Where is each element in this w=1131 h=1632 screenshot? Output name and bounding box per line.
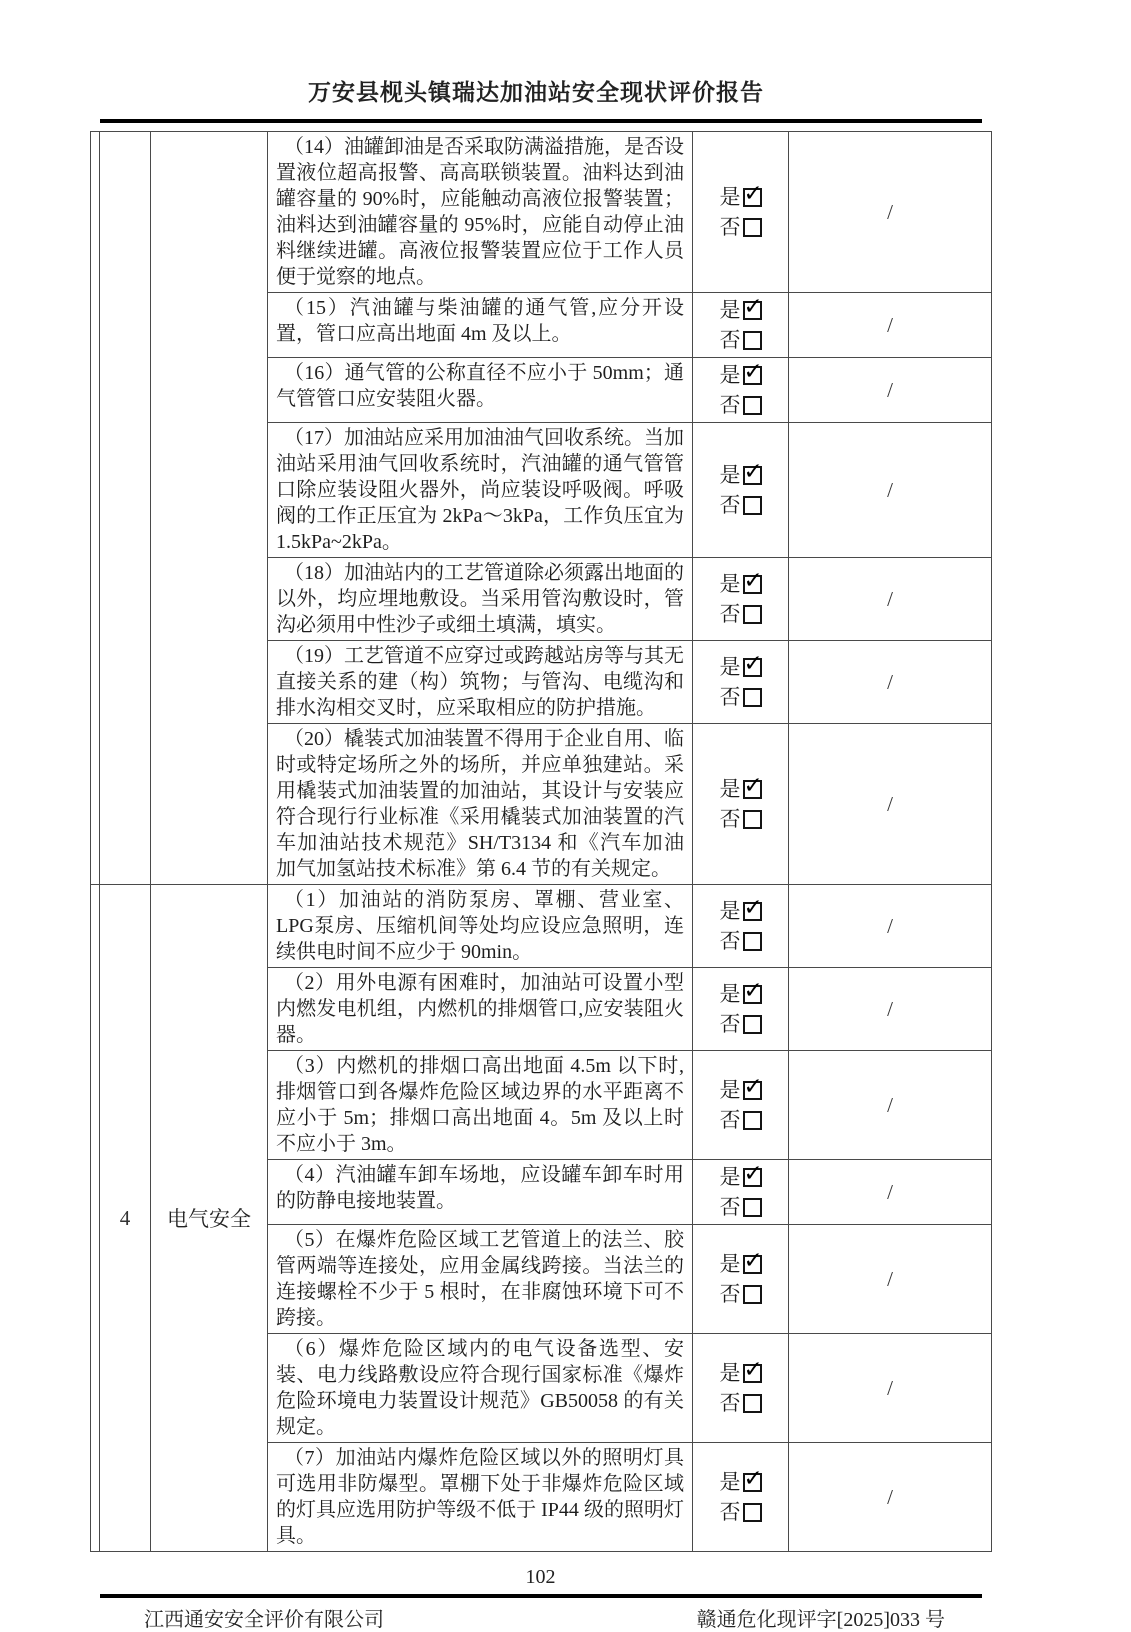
yes-label: 是 — [719, 298, 741, 322]
yes-label: 是 — [719, 1252, 741, 1276]
remark-cell: / — [789, 724, 992, 885]
yes-label: 是 — [719, 777, 741, 801]
remark-cell: / — [789, 1334, 992, 1443]
result-cell — [693, 1443, 789, 1552]
yes-label: 是 — [719, 982, 741, 1006]
requirement-text-cell: （1）加油站的消防泵房、罩棚、营业室、LPG泵房、压缩机间等处均应设应急照明，连续供电时间不应少于 90min。 — [268, 885, 693, 968]
no-label: 否 — [719, 807, 741, 831]
section-seq-cell: 4 — [100, 885, 151, 1552]
no-checkbox[interactable] — [743, 810, 762, 829]
no-label: 否 — [719, 1012, 741, 1036]
yes-option — [693, 569, 788, 599]
section-spacer-cell — [91, 885, 100, 1552]
yes-checkbox[interactable] — [743, 466, 762, 485]
section-category-cell: 电气安全 — [151, 885, 268, 1552]
yes-option — [693, 896, 788, 926]
no-checkbox[interactable] — [743, 1285, 762, 1304]
yes-checkbox[interactable] — [743, 902, 762, 921]
yes-checkbox[interactable] — [743, 658, 762, 677]
yes-checkbox[interactable] — [743, 301, 762, 320]
remark-cell: / — [789, 1443, 992, 1552]
no-label: 否 — [719, 685, 741, 709]
requirement-text-cell: （18）加油站内的工艺管道除必须露出地面的以外，均应埋地敷设。当采用管沟敷设时，管沟必须用中性沙子或细土填满，填实。 — [268, 558, 693, 641]
page-number: 102 — [525, 1566, 556, 1588]
requirement-text-cell: （17）加油站应采用加油油气回收系统。当加油站采用油气回收系统时，汽油罐的通气管管口除应装设阻火器外，尚应装设呼吸阀。呼吸阀的工作正压宜为 2kPa～3kPa，工作负压宜为 1.5kPa~2kPa。 — [268, 423, 693, 558]
no-option — [693, 1192, 788, 1222]
yes-checkbox[interactable] — [743, 780, 762, 799]
requirement-text-cell: （4）汽油罐车卸车场地，应设罐车卸车时用的防静电接地装置。 — [268, 1160, 693, 1225]
yes-label: 是 — [719, 655, 741, 679]
no-label: 否 — [719, 328, 741, 352]
yes-label: 是 — [719, 1078, 741, 1102]
no-option — [693, 1279, 788, 1309]
no-option — [693, 490, 788, 520]
remark-cell: / — [789, 885, 992, 968]
no-option — [693, 926, 788, 956]
no-label: 否 — [719, 1108, 741, 1132]
yes-option — [693, 460, 788, 490]
yes-checkbox[interactable] — [743, 1081, 762, 1100]
remark-cell: / — [789, 641, 992, 724]
remark-cell: / — [789, 358, 992, 423]
section-seq-cell — [100, 132, 151, 885]
result-cell — [693, 132, 789, 293]
remark-cell: / — [789, 1160, 992, 1225]
result-cell — [693, 1334, 789, 1443]
table-row — [91, 885, 992, 968]
yes-option — [693, 774, 788, 804]
yes-label: 是 — [719, 1165, 741, 1189]
no-option — [693, 325, 788, 355]
no-checkbox[interactable] — [743, 218, 762, 237]
page-footer — [90, 1598, 991, 1632]
safety-checklist-table — [90, 131, 992, 1552]
no-checkbox[interactable] — [743, 1111, 762, 1130]
footer-doc-number: 赣通危化现评字[2025]033 号 — [696, 1609, 945, 1631]
yes-label: 是 — [719, 899, 741, 923]
yes-option — [693, 1075, 788, 1105]
no-label: 否 — [719, 393, 741, 417]
section-category-cell — [151, 132, 268, 885]
no-checkbox[interactable] — [743, 1015, 762, 1034]
yes-checkbox[interactable] — [743, 575, 762, 594]
yes-option — [693, 979, 788, 1009]
yes-label: 是 — [719, 1361, 741, 1385]
result-cell — [693, 885, 789, 968]
no-checkbox[interactable] — [743, 1394, 762, 1413]
yes-checkbox[interactable] — [743, 188, 762, 207]
result-cell — [693, 423, 789, 558]
yes-option — [693, 182, 788, 212]
no-option — [693, 390, 788, 420]
result-cell — [693, 358, 789, 423]
no-option — [693, 1105, 788, 1135]
section-spacer-cell — [91, 132, 100, 885]
yes-option — [693, 652, 788, 682]
no-checkbox[interactable] — [743, 605, 762, 624]
yes-checkbox[interactable] — [743, 1168, 762, 1187]
result-cell — [693, 968, 789, 1051]
yes-checkbox[interactable] — [743, 1255, 762, 1274]
header-rule — [100, 119, 982, 123]
no-label: 否 — [719, 1195, 741, 1219]
requirement-text-cell: （15）汽油罐与柴油罐的通气管,应分开设置，管口应高出地面 4m 及以上。 — [268, 293, 693, 358]
yes-checkbox[interactable] — [743, 1364, 762, 1383]
yes-option — [693, 1358, 788, 1388]
no-option — [693, 212, 788, 242]
yes-checkbox[interactable] — [743, 366, 762, 385]
no-label: 否 — [719, 602, 741, 626]
result-cell — [693, 724, 789, 885]
result-cell — [693, 1051, 789, 1160]
remark-cell: / — [789, 968, 992, 1051]
no-label: 否 — [719, 215, 741, 239]
remark-cell: / — [789, 423, 992, 558]
no-option — [693, 682, 788, 712]
no-option — [693, 804, 788, 834]
yes-option — [693, 1249, 788, 1279]
footer-company: 江西通安安全评价有限公司 — [144, 1609, 384, 1631]
result-cell — [693, 1225, 789, 1334]
requirement-text-cell: （7）加油站内爆炸危险区域以外的照明灯具可选用非防爆型。罩棚下处于非爆炸危险区域的灯具应选用防护等级不低于 IP44 级的照明灯具。 — [268, 1443, 693, 1552]
result-cell — [693, 558, 789, 641]
requirement-text-cell: （16）通气管的公称直径不应小于 50mm；通气管管口应安装阻火器。 — [268, 358, 693, 423]
yes-checkbox[interactable] — [743, 1473, 762, 1492]
remark-cell: / — [789, 558, 992, 641]
no-option — [693, 1388, 788, 1418]
result-cell — [693, 293, 789, 358]
yes-label: 是 — [719, 185, 741, 209]
no-label: 否 — [719, 493, 741, 517]
remark-cell: / — [789, 132, 992, 293]
no-option — [693, 599, 788, 629]
remark-cell: / — [789, 1051, 992, 1160]
no-checkbox[interactable] — [743, 688, 762, 707]
requirement-text-cell: （19）工艺管道不应穿过或跨越站房等与其无直接关系的建（构）筑物；与管沟、电缆沟和排水沟相交叉时，应采取相应的防护措施。 — [268, 641, 693, 724]
no-checkbox[interactable] — [743, 1198, 762, 1217]
no-option — [693, 1497, 788, 1527]
yes-label: 是 — [719, 463, 741, 487]
requirement-text-cell: （6）爆炸危险区域内的电气设备选型、安装、电力线路敷设应符合现行国家标准《爆炸危险环境电力装置设计规范》GB50058 的有关规定。 — [268, 1334, 693, 1443]
yes-label: 是 — [719, 363, 741, 387]
requirement-text-cell: （5）在爆炸危险区域工艺管道上的法兰、胶管两端等连接处，应用金属线跨接。当法兰的连接螺栓不少于 5 根时，在非腐蚀环境下可不跨接。 — [268, 1225, 693, 1334]
requirement-text-cell: （3）内燃机的排烟口高出地面 4.5m 以下时,排烟管口到各爆炸危险区域边界的水平距离不应小于 5m；排烟口高出地面 4。5m 及以上时不应小于 3m。 — [268, 1051, 693, 1160]
no-label: 否 — [719, 1391, 741, 1415]
no-label: 否 — [719, 1282, 741, 1306]
no-checkbox[interactable] — [743, 932, 762, 951]
result-cell — [693, 1160, 789, 1225]
no-label: 否 — [719, 1500, 741, 1524]
yes-option — [693, 1467, 788, 1497]
requirement-text-cell: （14）油罐卸油是否采取防满溢措施，是否设置液位超高报警、高高联锁装置。油料达到油罐容量的 90%时，应能触动高液位报警装置；油料达到油罐容量的 95%时，应能自动停止油料继续进罐。高液位报警装置应位于工作人员便于觉察的地点。 — [268, 132, 693, 293]
result-cell — [693, 641, 789, 724]
yes-checkbox[interactable] — [743, 985, 762, 1004]
yes-option — [693, 360, 788, 390]
yes-label: 是 — [719, 1470, 741, 1494]
requirement-text-cell: （20）橇装式加油装置不得用于企业自用、临时或特定场所之外的场所，并应单独建站。采用橇装式加油装置的加油站，其设计与安装应符合现行行业标准《采用橇装式加油装置的汽车加油站技术规范》SH/T3134 和《汽车加油加气加氢站技术标准》第 6.4 节的有关规定。 — [268, 724, 693, 885]
yes-option — [693, 1162, 788, 1192]
page-title: 万安县枧头镇瑞达加油站安全现状评价报告 — [308, 80, 764, 105]
no-label: 否 — [719, 929, 741, 953]
no-option — [693, 1009, 788, 1039]
no-checkbox[interactable] — [743, 1503, 762, 1522]
yes-label: 是 — [719, 572, 741, 596]
no-checkbox[interactable] — [743, 496, 762, 515]
no-checkbox[interactable] — [743, 396, 762, 415]
no-checkbox[interactable] — [743, 331, 762, 350]
requirement-text-cell: （2）用外电源有困难时，加油站可设置小型内燃发电机组，内燃机的排烟管口,应安装阻火器。 — [268, 968, 693, 1051]
yes-option — [693, 295, 788, 325]
table-row — [91, 132, 992, 293]
remark-cell: / — [789, 1225, 992, 1334]
remark-cell: / — [789, 293, 992, 358]
